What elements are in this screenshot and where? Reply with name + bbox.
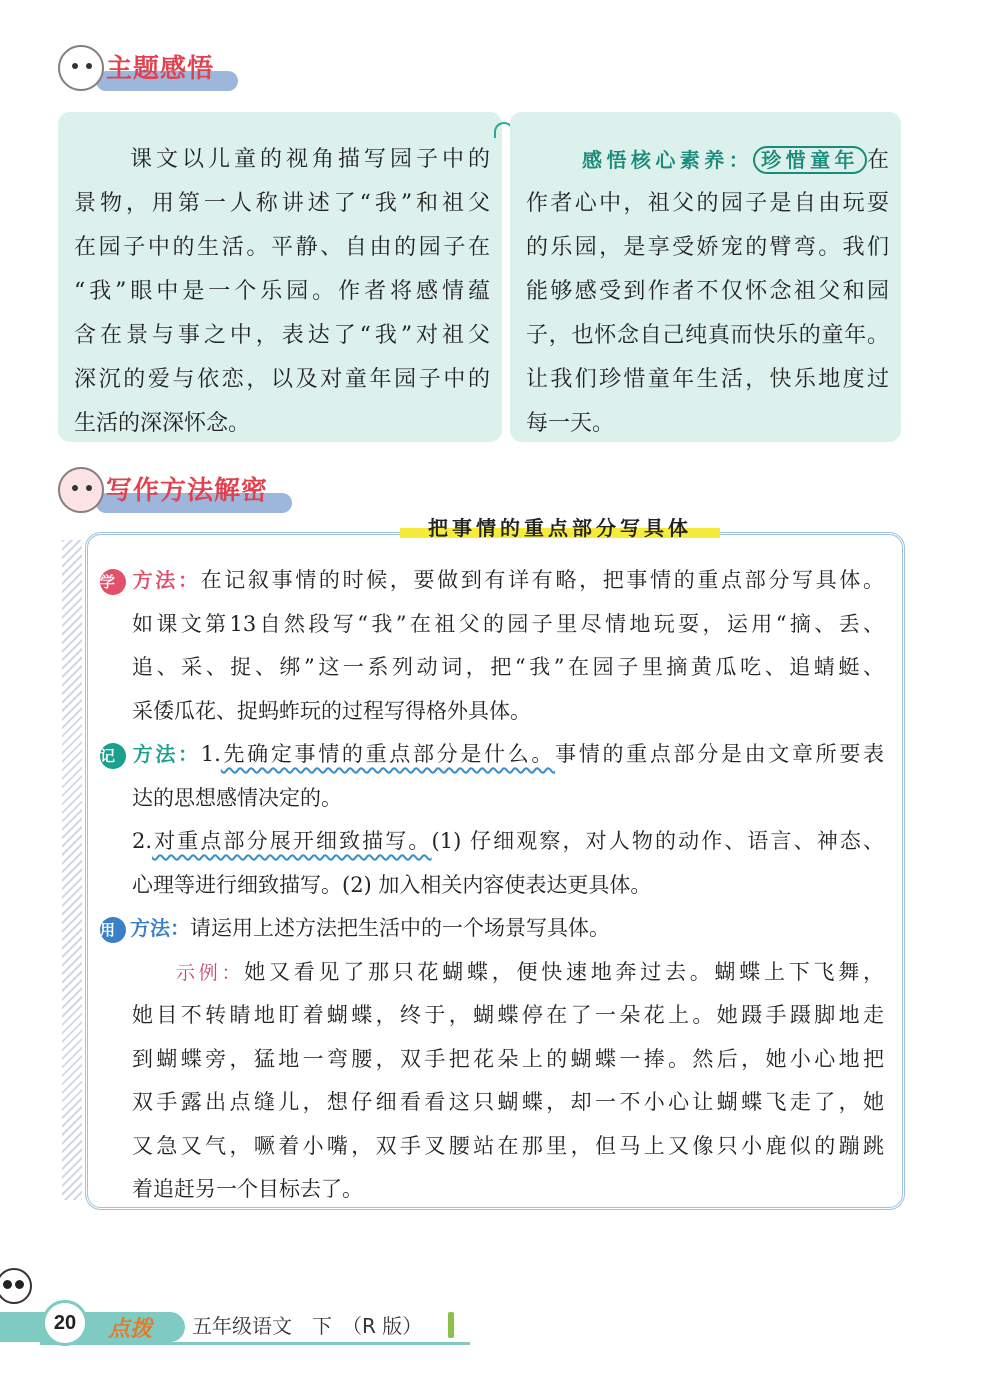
text: 2. [132, 829, 153, 853]
use-badge-icon: 用 [100, 917, 126, 943]
panda-mascot-icon [0, 1268, 32, 1304]
decorative-stripes [62, 540, 82, 1200]
text-line [132, 820, 884, 864]
text-line: 生活的深深怀念。 [74, 411, 251, 436]
brand-logo: 点拨 [108, 1316, 153, 1342]
text-line: 她目不转睛地盯着蝴蝶，终于，蝴蝶停在了一朵花上。她蹑手蹑脚地走 [132, 1003, 884, 1027]
text: 在记叙事情的时候，要做到有详有略，把事情的重点部分写具体。 [200, 568, 884, 592]
text-line: 能够感受到作者不仅怀念祖父和园 [526, 279, 889, 304]
text-line: 采倭瓜花、捉蚂蚱玩的过程写得格外具体。 [132, 698, 531, 723]
section-header-theme [58, 44, 238, 91]
section-header-writing [58, 466, 292, 513]
text-line: 达的思想感情决定的。 [132, 785, 342, 810]
text-line [100, 559, 884, 603]
bamboo-icon [448, 1312, 454, 1338]
text: 1. [200, 742, 221, 766]
text-line: 双手露出点缝儿，想仔细看看这只蝴蝶，却一不小心让蝴蝶飞走了，她 [132, 1090, 884, 1114]
text-line: 作者心中，祖父的园子是自由玩耍 [526, 191, 889, 216]
text-line: 的乐园，是享受娇宠的臂弯。我们 [526, 235, 889, 260]
section-title: 写作方法解密 [96, 466, 292, 513]
method-label: 方法： [130, 568, 201, 592]
text: 事情的重点部分是由文章所要表 [555, 742, 885, 766]
text-line: 让我们珍惜童年生活，快乐地度过 [526, 367, 889, 392]
core-literacy-label: 感悟核心素养： [582, 148, 754, 172]
puppy-mascot-icon [58, 45, 104, 91]
footer-rule [40, 1342, 470, 1345]
snail-mascot-icon [58, 467, 104, 513]
text-line: 到蝴蝶旁，猛地一弯腰，双手把花朵上的蝴蝶一捧。然后，她小心地把 [132, 1046, 884, 1071]
text: 请运用上述方法把生活中的一个场景写具体。 [190, 916, 610, 940]
text-line: 含在景与事之中，表达了“我”对祖父 [74, 323, 490, 348]
text-line: 每一天。 [526, 411, 615, 436]
text-line: 着追赶另一个目标去了。 [132, 1177, 363, 1201]
key-point: 先确定事情的重点部分是什么。 [220, 742, 556, 766]
text-line [100, 733, 885, 777]
theme-card-right [510, 112, 901, 442]
text: 她又看见了那只花蝴蝶，便快速地奔过去。蝴蝶上下飞舞， [244, 959, 884, 984]
page-footer [0, 1290, 470, 1350]
text-line: 景物，用第一人称讲述了“我”和祖父 [74, 191, 490, 216]
text-line [526, 138, 889, 182]
text-line: “我”眼中是一个乐园。作者将感情蕴 [74, 279, 490, 304]
text-line: 子，也怀念自己纯真而快乐的童年。 [526, 323, 889, 348]
text-line: 如课文第13自然段写“我”在祖父的园子里尽情地玩耍，运用“摘、丢、 [132, 611, 884, 636]
text-line: 又急又气，噘着小嘴，双手叉腰站在那里，但马上又像只小鹿似的蹦跳 [132, 1133, 884, 1158]
section-title: 主题感悟 [96, 44, 238, 91]
text: 在 [866, 148, 889, 173]
example-label: 示例： [176, 961, 245, 984]
key-point: 对重点部分展开细致描写。 [152, 829, 432, 853]
text-line: 心理等进行细致描写。(2) 加入相关内容使表达更具体。 [132, 872, 652, 897]
method-label: 方法： [130, 742, 201, 766]
theme-card-left [58, 112, 502, 442]
method-banner-title: 把事情的重点部分写具体 [400, 512, 720, 541]
text-line [100, 907, 884, 951]
circled-keyword: 珍惜童年 [753, 146, 867, 174]
text-line: 追、采、捉、绑”这一系列动词，把“我”在园子里摘黄瓜吃、追蜻蜓、 [132, 655, 884, 679]
text-line: 课文以儿童的视角描写园子中的 [130, 147, 490, 172]
remember-badge-icon: 记 [100, 743, 126, 769]
method-box [85, 532, 905, 1210]
footer-band [0, 1312, 185, 1342]
page-number: 20 [42, 1300, 88, 1346]
learn-badge-icon: 学 [100, 569, 126, 595]
text: (1) 仔细观察，对人物的动作、语言、神态、 [431, 829, 885, 853]
book-title: 五年级语文 下 （R 版） [192, 1314, 423, 1338]
text-line: 深沉的爱与依恋，以及对童年园子中的 [74, 367, 490, 392]
text-line: 在园子中的生活。平静、自由的园子在 [74, 235, 490, 260]
method-label: 方法： [130, 916, 190, 940]
text-line [132, 951, 884, 995]
